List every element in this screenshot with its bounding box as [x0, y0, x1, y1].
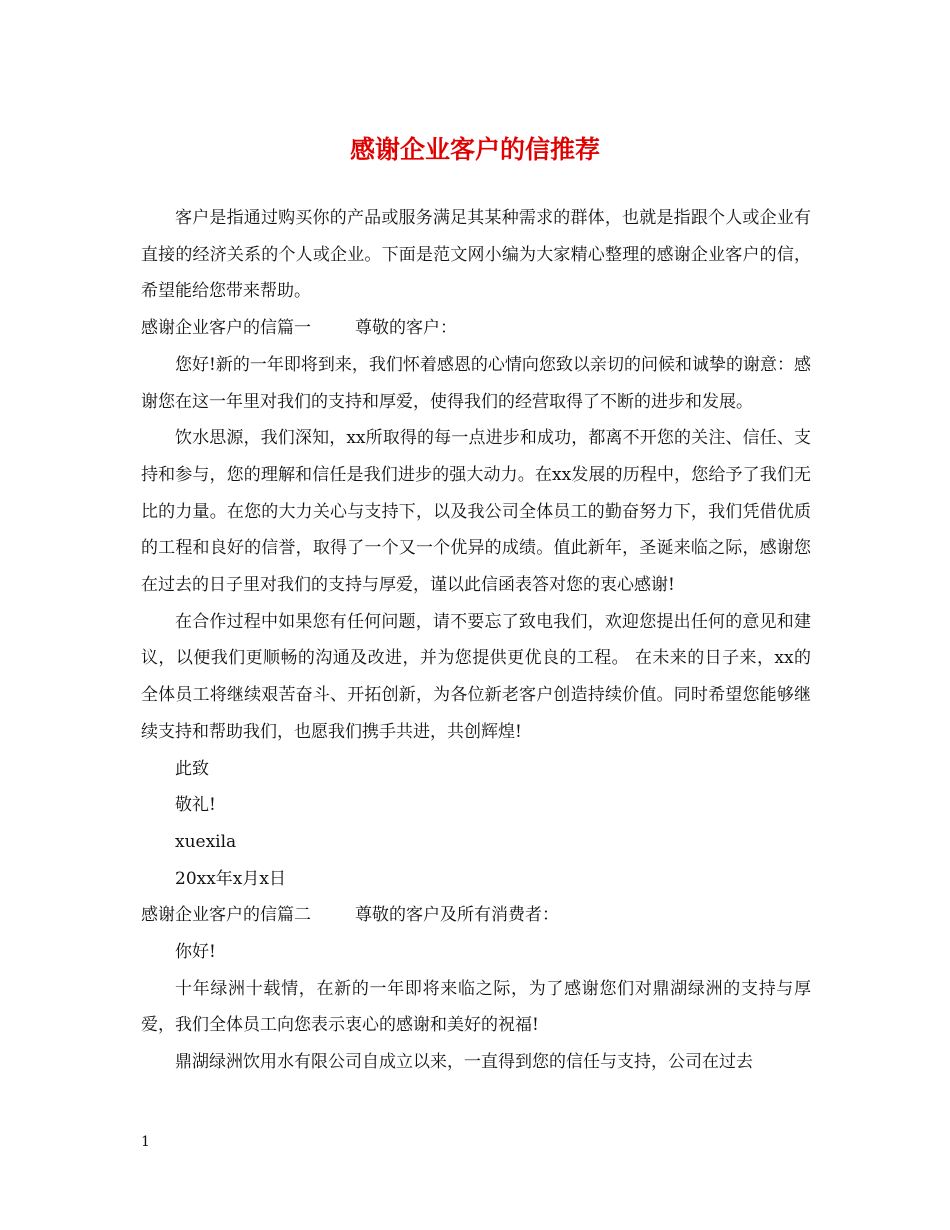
- letter1-heading-line: [141, 310, 811, 347]
- letter1-heading: 感谢企业客户的信篇一: [141, 318, 311, 339]
- letter1-date: 20xx年x月x日: [175, 868, 286, 889]
- document-title: 感谢企业客户的信推荐: [349, 135, 600, 164]
- letter1-salutation: 尊敬的客户：: [355, 318, 457, 339]
- letter1-closing: 此致: [175, 758, 209, 779]
- letter2-heading: 感谢企业客户的信篇二: [141, 905, 311, 926]
- letter2-heading-line: [141, 897, 811, 934]
- letter2-salutation: 尊敬的客户及所有消费者：: [355, 905, 559, 926]
- letter1-signature: xuexila: [175, 831, 237, 852]
- letter1-paragraph: 您好!新的一年即将到来，我们怀着感恩的心情向您致以亲切的问候和诚挚的谢意：感谢您在这一年里对我们的支持和厚爱，使得我们的经营取得了不断的进步和发展。: [141, 354, 811, 412]
- letter1-paragraph: 在合作过程中如果您有任何问题，请不要忘了致电我们，欢迎您提出任何的意见和建议，以便我们更顺畅的沟通及改进，并为您提供更优良的工程。 在未来的日子来，xx的全体员工将继续艰苦奋斗、开拓创新，为各位新老客户创造持续价值。同时希望您能够继续支持和帮助我们，也愿我们携手共进，共创辉煌!: [141, 611, 811, 742]
- letter2-paragraph: 十年绿洲十载情，在新的一年即将来临之际，为了感谢您们对鼎湖绿洲的支持与厚爱，我们全体员工向您表示衷心的感谢和美好的祝福!: [141, 978, 811, 1036]
- letter2-paragraph: 鼎湖绿洲饮用水有限公司自成立以来，一直得到您的信任与支持，公司在过去: [175, 1052, 753, 1073]
- letter1-regards: 敬礼!: [175, 795, 216, 816]
- page-number: 1: [141, 1134, 150, 1150]
- intro-paragraph: 客户是指通过购买你的产品或服务满足其某种需求的群体，也就是指跟个人或企业有直接的经济关系的个人或企业。下面是范文网小编为大家精心整理的感谢企业客户的信，希望能给您带来帮助。: [141, 208, 811, 302]
- document-body: [141, 200, 811, 1081]
- letter2-greeting: 你好!: [175, 942, 216, 963]
- letter1-paragraph: 饮水思源，我们深知，xx所取得的每一点进步和成功，都离不开您的关注、信任、支持和参与，您的理解和信任是我们进步的强大动力。在xx发展的历程中，您给予了我们无比的力量。在您的大力关心与支持下，以及我公司全体员工的勤奋努力下，我们凭借优质的工程和良好的信誉，取得了一个又一个优异的成绩。值此新年，圣诞来临之际，感谢您在过去的日子里对我们的支持与厚爱，谨以此信函表答对您的衷心感谢!: [141, 428, 811, 596]
